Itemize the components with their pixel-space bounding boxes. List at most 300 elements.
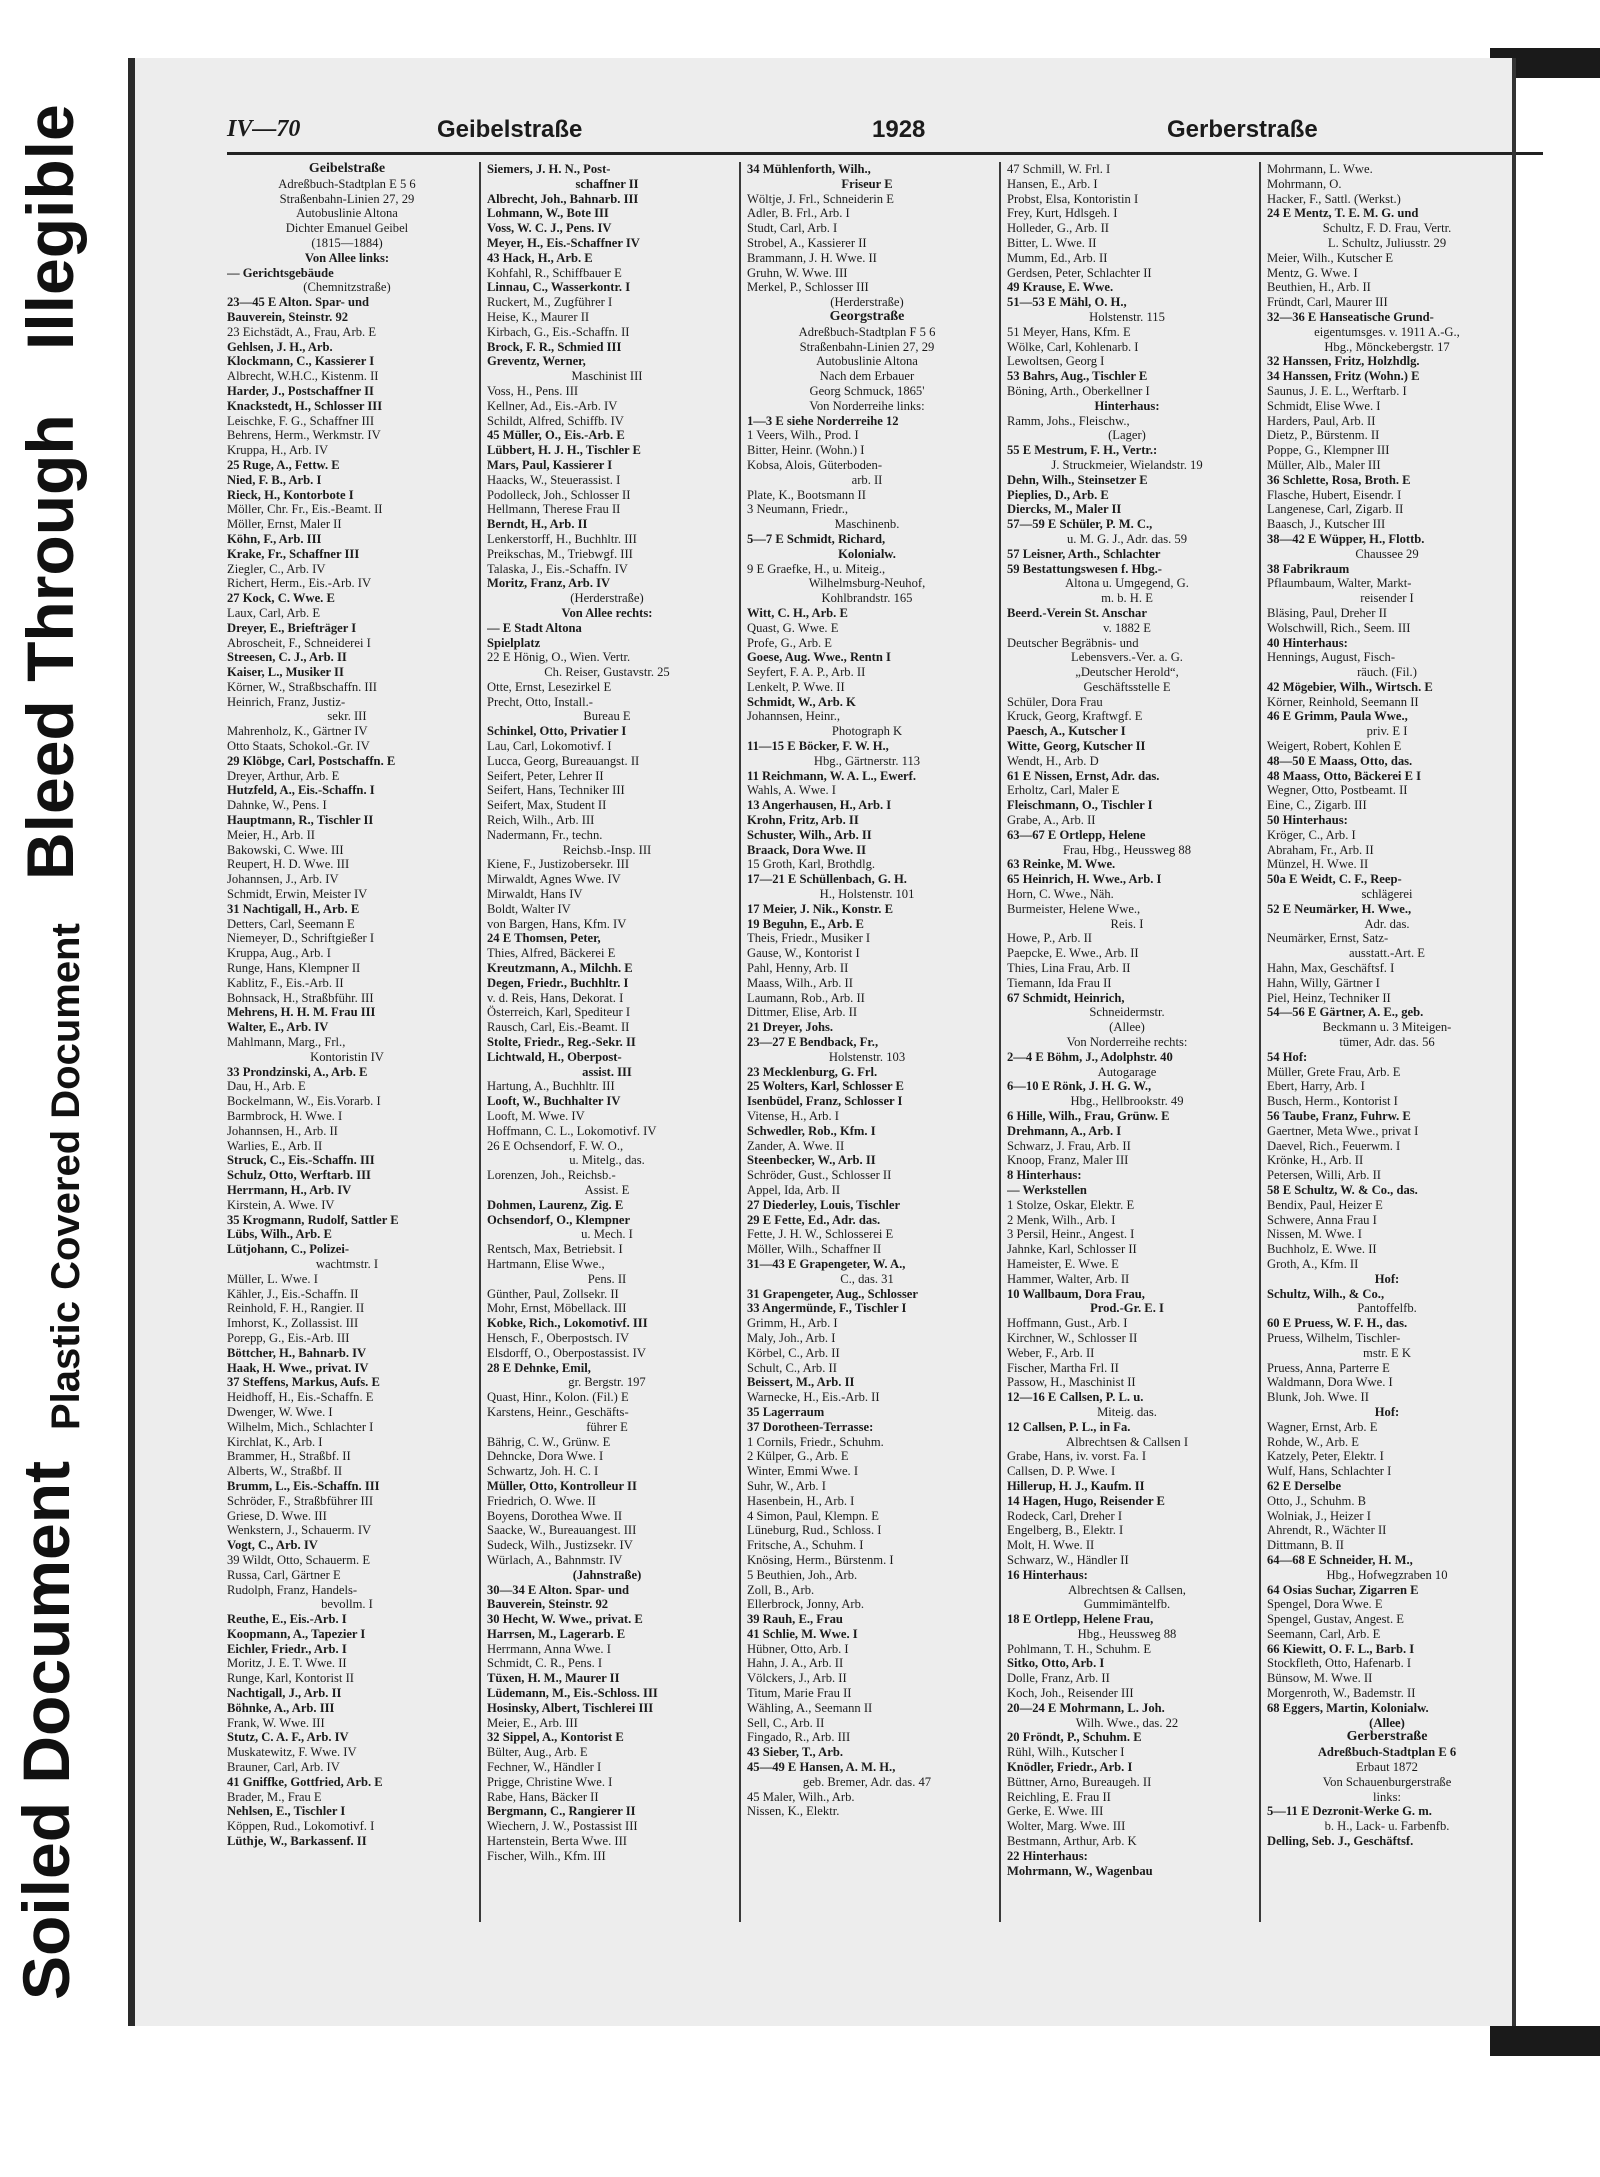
- directory-entry: 52 E Neumärker, H. Wwe.,: [1267, 901, 1412, 916]
- directory-entry: 48 Maass, Otto, Bäckerei E I: [1267, 768, 1422, 783]
- directory-entry: Pens. II: [587, 1271, 627, 1286]
- directory-entry: Streesen, C. J., Arb. II: [227, 650, 347, 665]
- directory-entry: Wilhelmsburg-Neuhof,: [808, 576, 926, 591]
- directory-entry: Beissert, M., Arb. II: [747, 1375, 855, 1390]
- directory-entry: Hartenstein, Berta Wwe. III: [487, 1834, 627, 1849]
- directory-entry: Merkel, P., Schlosser III: [747, 280, 869, 295]
- column-divider: [999, 162, 1001, 1922]
- directory-entry: Busch, Herm., Kontorist I: [1267, 1094, 1398, 1109]
- directory-entry: u. Mech. I: [581, 1227, 633, 1242]
- directory-entry: Mirwaldt, Agnes Wwe. IV: [487, 872, 621, 887]
- directory-entry: Hbg., Hofwegzraben 10: [1326, 1567, 1448, 1582]
- directory-entry: Schinkel, Otto, Privatier I: [487, 724, 627, 739]
- directory-entry: Lenkerstorff, H., Buchhltr. III: [487, 531, 637, 546]
- directory-entry: 54—56 E Gärtner, A. E., geb.: [1267, 1005, 1424, 1020]
- directory-entry: Pflaumbaum, Walter, Markt-: [1267, 576, 1412, 591]
- directory-entry: Hinterhaus:: [1094, 398, 1160, 413]
- directory-entry: 64 Osias Suchar, Zigarren E: [1267, 1582, 1419, 1597]
- column-divider: [739, 162, 741, 1922]
- directory-entry: von Bargen, Hans, Kfm. IV: [487, 916, 627, 931]
- directory-entry: Voss, W. C. J., Pens. IV: [487, 221, 612, 236]
- directory-entry: Hutzfeld, A., Eis.-Schaffn. I: [227, 783, 375, 798]
- directory-entry: Schmidt, Erwin, Meister IV: [227, 887, 368, 902]
- directory-entry: 51—53 E Mähl, O. H.,: [1007, 295, 1127, 310]
- directory-entry: 20—24 E Mohrmann, L. Joh.: [1007, 1700, 1165, 1715]
- directory-entry: 43 Sieber, T., Arb.: [747, 1745, 843, 1760]
- directory-entry: 64—68 E Schneider, H. M.,: [1267, 1552, 1413, 1567]
- directory-entry: Linnau, C., Wasserkontr. I: [487, 280, 631, 295]
- directory-entry: Studt, Carl, Arb. I: [747, 221, 838, 236]
- label-illegible: Illegible: [13, 104, 87, 350]
- directory-entry: Thies, Alfred, Bäckerei E: [487, 946, 616, 961]
- directory-entry: Rabe, Hans, Bäcker II: [487, 1789, 599, 1804]
- directory-entry: Laumann, Rob., Arb. II: [747, 990, 865, 1005]
- directory-entry: Hacker, F., Sattl. (Werkst.): [1267, 191, 1401, 206]
- directory-entry: Lucca, Georg, Bureauangst. II: [487, 753, 640, 768]
- directory-entry: Reuthe, E., Eis.-Arb. I: [227, 1612, 347, 1627]
- directory-entry: Ch. Reiser, Gustavstr. 25: [544, 665, 670, 680]
- directory-entry: Körbel, C., Arb. II: [747, 1345, 840, 1360]
- directory-entry: Holstenstr. 115: [1089, 309, 1165, 324]
- directory-entry: Hauptmann, R., Tischler II: [227, 813, 374, 828]
- directory-entry: Zoll, B., Arb.: [747, 1582, 815, 1597]
- directory-entry: Albrecht, W.H.C., Kistenm. II: [227, 369, 379, 384]
- directory-entry: Reinhold, F. H., Rangier. II: [227, 1301, 365, 1316]
- directory-entry: Bakowski, C. Wwe. III: [227, 842, 344, 857]
- directory-column-4: [1007, 162, 1247, 1922]
- directory-entry: Looft, W., Buchhalter IV: [487, 1094, 621, 1109]
- label-strip: [0, 0, 118, 2080]
- directory-entry: Mohr, Ernst, Möbellack. III: [487, 1301, 627, 1316]
- directory-entry: Von Norderreihe links:: [809, 398, 925, 413]
- directory-entry: 45—49 E Hansen, A. M. H.,: [747, 1760, 896, 1775]
- directory-entry: reisender I: [1360, 591, 1414, 606]
- directory-entry: Richert, Herm., Eis.-Arb. IV: [227, 576, 372, 591]
- directory-entry: Siemers, J. H. N., Post-: [487, 162, 611, 176]
- directory-entry: (1815—1884): [311, 235, 383, 250]
- directory-entry: Möller, Ernst, Maler II: [227, 517, 342, 532]
- directory-entry: Greventz, Werner,: [487, 354, 586, 369]
- directory-entry: Ebert, Harry, Arb. I: [1267, 1079, 1365, 1094]
- directory-entry: Tüxen, H. M., Maurer II: [487, 1671, 620, 1686]
- directory-entry: Isenbüdel, Franz, Schlosser I: [747, 1094, 903, 1109]
- directory-entry: 49 Krause, E. Wwe.: [1007, 280, 1114, 295]
- directory-entry: Müller, Otto, Kontrolleur II: [487, 1478, 637, 1493]
- directory-entry: Probst, Elsa, Kontoristin I: [1007, 191, 1139, 206]
- directory-entry: Hartung, A., Buchhltr. III: [487, 1079, 615, 1094]
- directory-entry: Hansen, E., Arb. I: [1007, 176, 1098, 191]
- directory-entry: Ochsendorf, O., Klempner: [487, 1212, 631, 1227]
- directory-entry: Möller, Wilh., Schaffner II: [747, 1242, 882, 1257]
- directory-entry: Lütjohann, C., Polizei-: [227, 1242, 350, 1257]
- directory-entry: 24 E Mentz, T. E. M. G. und: [1267, 206, 1419, 221]
- directory-entry: Quast, G. Wwe. E: [747, 620, 839, 635]
- directory-entry: Hahn, Willy, Gärtner I: [1267, 975, 1380, 990]
- label-soiled-document: Soiled Document: [9, 1460, 83, 2000]
- directory-entry: 3 Neumann, Friedr.,: [747, 502, 849, 517]
- directory-entry: Callsen, D. P. Wwe. I: [1007, 1464, 1116, 1479]
- directory-entry: Schmidt, Elise Wwe. I: [1267, 398, 1381, 413]
- directory-entry: Haak, H. Wwe., privat. IV: [227, 1360, 369, 1375]
- directory-entry: 22 Hinterhaus:: [1007, 1848, 1088, 1863]
- directory-entry: Baasch, J., Kutscher III: [1267, 517, 1386, 532]
- directory-entry: Holleder, G., Arb. II: [1007, 221, 1109, 236]
- directory-entry: Bitter, L. Wwe. II: [1007, 235, 1097, 250]
- directory-entry: Wilh. Wwe., das. 22: [1075, 1715, 1179, 1730]
- directory-entry: 28 E Dehnke, Emil,: [487, 1360, 591, 1375]
- directory-entry: 47 Schmill, W. Frl. I: [1007, 162, 1111, 176]
- directory-entry: Kablitz, F., Eis.-Arb. II: [227, 975, 344, 990]
- page-right-edge: [1512, 58, 1516, 2026]
- directory-entry: Knödler, Friedr., Arb. I: [1007, 1760, 1133, 1775]
- directory-entry: schaffner II: [575, 176, 639, 191]
- directory-entry: Heinrich, Franz, Justiz-: [227, 694, 346, 709]
- directory-entry: Diercks, M., Maler II: [1007, 502, 1122, 517]
- directory-entry: Friseur E: [841, 176, 893, 191]
- directory-entry: Schmidt, W., Arb. K: [747, 694, 856, 709]
- directory-entry: Stutz, C. A. F., Arb. IV: [227, 1730, 349, 1745]
- directory-entry: Frank, W. Wwe. III: [227, 1715, 325, 1730]
- directory-entry: Kobke, Rich., Lokomotivf. III: [487, 1316, 648, 1331]
- directory-entry: Walter, E., Arb. IV: [227, 1020, 329, 1035]
- column-divider: [1259, 162, 1261, 1922]
- directory-entry: 61 E Nissen, Ernst, Adr. das.: [1007, 768, 1160, 783]
- directory-entry: Lau, Carl, Lokomotivf. I: [487, 739, 612, 754]
- directory-entry: Bährig, C. W., Grünw. E: [487, 1434, 611, 1449]
- directory-entry: Rohde, W., Arb. E: [1267, 1434, 1360, 1449]
- directory-entry: Böttcher, H., Bahnarb. IV: [227, 1345, 367, 1360]
- directory-entry: 18 E Ortlepp, Helene Frau,: [1007, 1612, 1154, 1627]
- directory-entry: Hahn, J. A., Arb. II: [747, 1656, 844, 1671]
- directory-entry: 11 Reichmann, W. A. L., Ewerf.: [747, 768, 916, 783]
- directory-entry: Saunus, J. E. L., Werftarb. I: [1267, 383, 1407, 398]
- directory-entry: Barmbrock, H. Wwe. I: [227, 1109, 343, 1123]
- directory-entry: Klockmann, C., Kassierer I: [227, 354, 375, 369]
- directory-entry: 26 E Ochsendorf, F. W. O.,: [487, 1138, 624, 1153]
- directory-entry: Paepcke, E. Wwe., Arb. II: [1007, 946, 1139, 961]
- directory-entry: Nehlsen, E., Tischler I: [227, 1804, 346, 1819]
- directory-entry: Koopmann, A., Tapezier I: [227, 1626, 366, 1641]
- directory-entry: Nach dem Erbauer: [819, 369, 915, 384]
- directory-entry: 1 Stolze, Oskar, Elektr. E: [1007, 1197, 1135, 1212]
- directory-entry: Straßenbahn-Linien 27, 29: [279, 191, 415, 206]
- directory-entry: Lorenzen, Joh., Reichsb.-: [487, 1168, 616, 1183]
- directory-entry: Herrmann, Anna Wwe. I: [487, 1641, 611, 1656]
- directory-entry: Paesch, A., Kutscher I: [1007, 724, 1126, 739]
- directory-entry: Böning, Arth., Oberkellner I: [1007, 383, 1150, 398]
- directory-entry: Mentz, G. Wwe. I: [1267, 265, 1358, 280]
- directory-entry: 2 Külper, G., Arb. E: [747, 1449, 849, 1464]
- directory-entry: Dahnke, W., Pens. I: [227, 798, 327, 813]
- directory-entry: Morgenroth, W., Bademstr. II: [1267, 1686, 1416, 1701]
- directory-entry: Porepp, G., Eis.-Arb. III: [227, 1330, 350, 1345]
- directory-entry: Bülter, Aug., Arb. E: [487, 1745, 588, 1760]
- directory-entry: — E Stadt Altona: [487, 620, 582, 635]
- directory-entry: Hellmann, Therese Frau II: [487, 502, 621, 517]
- directory-entry: Flasche, Hubert, Eisendr. I: [1267, 487, 1402, 502]
- directory-entry: Boldt, Walter IV: [487, 901, 571, 916]
- directory-entry: Bauverein, Steinstr. 92: [227, 309, 349, 324]
- directory-entry: m. b. H. E: [1101, 591, 1153, 606]
- header-rule: [227, 152, 1543, 155]
- directory-entry: Behrens, Herm., Werkmstr. IV: [227, 428, 381, 443]
- directory-entry: Kirstein, A. Wwe. IV: [227, 1197, 335, 1212]
- directory-entry: Griese, D. Wwe. III: [227, 1508, 327, 1523]
- directory-entry: Hoffmann, Gust., Arb. I: [1007, 1316, 1128, 1331]
- directory-entry: Grabe, A., Arb. II: [1007, 813, 1096, 828]
- directory-entry: Brammann, J. H. Wwe. II: [747, 250, 877, 265]
- directory-entry: Ahrendt, R., Wächter II: [1267, 1523, 1387, 1538]
- directory-entry: Kruck, Georg, Kraftwgf. E: [1007, 709, 1143, 724]
- directory-entry: Brock, F. R., Schmied III: [487, 339, 622, 354]
- directory-entry: 63 Reinke, M. Wwe.: [1007, 857, 1116, 872]
- directory-entry: b. H., Lack- u. Farbenfb.: [1324, 1819, 1450, 1834]
- directory-entry: Brammer, H., Straßbf. II: [227, 1449, 351, 1464]
- directory-entry: Johannsen, J., Arb. IV: [227, 872, 339, 887]
- directory-entry: Reupert, H. D. Wwe. III: [227, 857, 350, 872]
- directory-entry: 15 Groth, Karl, Brothdlg.: [747, 857, 876, 872]
- directory-entry: Groth, A., Kfm. II: [1267, 1256, 1359, 1271]
- directory-entry: Voss, H., Pens. III: [487, 383, 579, 398]
- directory-entry: Gehlsen, J. H., Arb.: [227, 339, 333, 354]
- directory-entry: Günther, Paul, Zollsekr. II: [487, 1286, 619, 1301]
- directory-entry: Kruppa, H., Arb. IV: [227, 443, 329, 458]
- directory-entry: 31 Grapengeter, Aug., Schlosser: [747, 1286, 918, 1301]
- directory-entry: Mahrenholz, K., Gärtner IV: [227, 724, 368, 739]
- directory-entry: 39 Rauh, E., Frau: [747, 1612, 843, 1627]
- directory-entry: Horn, C. Wwe., Näh.: [1007, 887, 1114, 902]
- directory-entry: Hbg., Gärtnerstr. 113: [813, 753, 921, 768]
- directory-entry: gr. Bergstr. 197: [568, 1375, 646, 1390]
- directory-entry: 2 Menk, Wilh., Arb. I: [1007, 1212, 1116, 1227]
- directory-entry: Imhorst, K., Zollassist. III: [227, 1316, 359, 1331]
- directory-entry: Leischke, F. G., Schaffner III: [227, 413, 375, 428]
- directory-entry: 50a E Weidt, C. F., Reep-: [1267, 872, 1402, 887]
- directory-entry: Struck, C., Eis.-Schaffn. III: [227, 1153, 375, 1168]
- directory-entry: 59 Bestattungswesen f. Hbg.-: [1007, 561, 1162, 576]
- directory-entry: Precht, Otto, Install.-: [487, 694, 593, 709]
- directory-entry: 23—27 E Bendback, Fr.,: [747, 1035, 879, 1050]
- street-heading: Geibelstraße: [308, 162, 386, 176]
- directory-entry: 27 Diederley, Louis, Tischler: [747, 1197, 901, 1212]
- directory-entry: (Jahnstraße): [572, 1567, 642, 1582]
- directory-entry: u. Mitelg., das.: [569, 1153, 645, 1168]
- directory-entry: Langenese, Carl, Zigarb. II: [1267, 502, 1404, 517]
- directory-entry: Kellner, Ad., Eis.-Arb. IV: [487, 398, 618, 413]
- directory-entry: Deutscher Begräbnis- und: [1007, 635, 1139, 650]
- directory-entry: Fischer, Wilh., Kfm. III: [487, 1848, 606, 1863]
- directory-entry: 22 E Hönig, O., Wien. Vertr.: [487, 650, 631, 665]
- directory-entry: Friedrich, O. Wwe. II: [487, 1493, 596, 1508]
- directory-entry: Seifert, Peter, Lehrer II: [487, 768, 604, 783]
- directory-entry: 55 E Mestrum, F. H., Vertr.:: [1007, 443, 1158, 458]
- directory-entry: Wähling, A., Seemann II: [747, 1700, 873, 1715]
- directory-entry: bevollm. I: [321, 1597, 373, 1612]
- directory-entry: Grabe, Hans, iv. vorst. Fa. I: [1007, 1449, 1147, 1464]
- directory-entry: Pantoffelfb.: [1357, 1301, 1417, 1316]
- directory-entry: tümer, Adr. das. 56: [1339, 1035, 1435, 1050]
- directory-entry: Thies, Lina Frau, Arb. II: [1007, 961, 1131, 976]
- directory-entry: (Chemnitzstraße): [303, 280, 391, 295]
- directory-entry: (Lager): [1108, 428, 1146, 443]
- directory-entry: Von Schauenburgerstraße: [1322, 1774, 1452, 1789]
- directory-entry: Katzely, Peter, Elektr. I: [1267, 1449, 1384, 1464]
- directory-entry: Suhr, W., Arb. I: [747, 1478, 826, 1493]
- directory-entry: 11—15 E Böcker, F. W. H.,: [747, 739, 889, 754]
- directory-entry: Lohmann, W., Bote III: [487, 206, 609, 221]
- directory-entry: Herrmann, H., Arb. IV: [227, 1182, 352, 1197]
- directory-entry: Bohnsack, H., Straßbführ. III: [227, 990, 374, 1005]
- header-left-street: Geibelstraße: [437, 116, 583, 143]
- directory-entry: räuch. (Fil.): [1357, 665, 1417, 680]
- directory-entry: Miteig. das.: [1097, 1404, 1157, 1419]
- directory-entry: 19 Beguhn, E., Arb. E: [747, 916, 864, 931]
- directory-entry: 5—7 E Schmidt, Richard,: [747, 531, 886, 546]
- directory-column-1: [227, 162, 467, 1922]
- directory-entry: Lüneburg, Rud., Schloss. I: [747, 1523, 882, 1538]
- directory-entry: sekr. III: [327, 709, 367, 724]
- directory-entry: Georg Schmuck, 1865': [809, 383, 925, 398]
- directory-entry: 51 Meyer, Hans, Kfm. E: [1007, 324, 1131, 339]
- directory-entry: Autobuslinie Altona: [296, 206, 398, 221]
- directory-entry: Wegner, Otto, Postbeamt. II: [1267, 783, 1408, 798]
- directory-entry: Bureau E: [583, 709, 631, 724]
- scanned-page: [128, 58, 1515, 2026]
- directory-entry: Schwedler, Rob., Kfm. I: [747, 1123, 876, 1138]
- directory-entry: Dietz, P., Bürstenm. II: [1267, 428, 1380, 443]
- directory-entry: Kobsa, Alois, Güterboden-: [747, 457, 883, 472]
- directory-entry: Dolle, Franz, Arb. II: [1007, 1671, 1110, 1686]
- directory-entry: Albrecht, Joh., Bahnarb. III: [487, 191, 639, 206]
- directory-entry: Sell, C., Arb. II: [747, 1715, 825, 1730]
- directory-entry: Blunk, Joh. Wwe. II: [1267, 1390, 1369, 1405]
- directory-entry: Kontoristin IV: [310, 1049, 384, 1064]
- directory-entry: Knackstedt, H., Schlosser III: [227, 398, 383, 413]
- directory-entry: Schwere, Anna Frau I: [1267, 1212, 1377, 1227]
- directory-entry: 58 E Schultz, W. & Co., das.: [1267, 1182, 1418, 1197]
- directory-entry: Hensch, F., Oberpostsch. IV: [487, 1330, 630, 1345]
- directory-entry: Daevel, Rich., Feuerwm. I: [1267, 1138, 1401, 1153]
- directory-entry: Rühl, Wilh., Kutscher I: [1007, 1745, 1125, 1760]
- directory-entry: Bläsing, Paul, Dreher II: [1267, 605, 1387, 620]
- directory-entry: Wilhelm, Mich., Schlachter I: [227, 1419, 374, 1434]
- directory-entry: 9 E Graefke, H., u. Miteig.,: [747, 561, 886, 576]
- directory-entry: Köppen, Rud., Lokomotivf. I: [227, 1819, 375, 1834]
- directory-entry: Rentsch, Max, Betriebsit. I: [487, 1242, 623, 1257]
- directory-entry: Winter, Emmi Wwe. I: [747, 1464, 859, 1479]
- directory-entry: Weigert, Robert, Kohlen E: [1267, 739, 1402, 754]
- directory-entry: Drehmann, A., Arb. I: [1007, 1123, 1122, 1138]
- directory-entry: 65 Heinrich, H. Wwe., Arb. I: [1007, 872, 1162, 887]
- directory-entry: Gummimäntelfb.: [1083, 1597, 1171, 1612]
- directory-entry: 60 E Pruess, W. F. H., das.: [1267, 1316, 1408, 1331]
- directory-entry: 2—4 E Böhm, J., Adolphstr. 40: [1007, 1049, 1173, 1064]
- directory-entry: Nadermann, Fr., techn.: [487, 827, 603, 842]
- directory-entry: Schulz, Otto, Werftarb. III: [227, 1168, 371, 1183]
- directory-entry: 48—50 E Maass, Otto, das.: [1267, 753, 1413, 768]
- directory-entry: Stolte, Friedr., Reg.-Sekr. II: [487, 1035, 636, 1050]
- directory-entry: Pruess, Anna, Parterre E: [1267, 1360, 1390, 1375]
- directory-entry: Bauverein, Steinstr. 92: [487, 1597, 609, 1612]
- directory-entry: 41 Schlie, M. Wwe. I: [747, 1626, 858, 1641]
- directory-entry: 29 E Fette, Ed., Adr. das.: [747, 1212, 881, 1227]
- directory-entry: 10 Wallbaum, Dora Frau,: [1007, 1286, 1145, 1301]
- directory-entry: Bünsow, M. Wwe. II: [1267, 1671, 1373, 1686]
- directory-entry: (Herderstraße): [830, 295, 904, 310]
- directory-entry: 46 E Grimm, Paula Wwe.,: [1267, 709, 1408, 724]
- directory-entry: Rudolph, Franz, Handels-: [227, 1582, 358, 1597]
- directory-entry: Nachtigall, J., Arb. II: [227, 1686, 342, 1701]
- directory-entry: 5—11 E Dezronit-Werke G. m.: [1267, 1804, 1432, 1819]
- directory-entry: Adreßbuch-Stadtplan F 5 6: [798, 324, 936, 339]
- directory-entry: Kähler, J., Eis.-Schaffn. II: [227, 1286, 359, 1301]
- directory-entry: Photograph K: [831, 724, 903, 739]
- directory-entry: Müller, L. Wwe. I: [227, 1271, 318, 1286]
- directory-entry: Delling, Seb. J., Geschäftsf.: [1267, 1834, 1414, 1849]
- directory-entry: Mahlmann, Marg., Frl.,: [227, 1035, 346, 1050]
- directory-entry: Lüthje, W., Barkassenf. II: [227, 1834, 367, 1849]
- directory-entry: 23 Eichstädt, A., Frau, Arb. E: [227, 324, 377, 339]
- directory-entry: Brauner, Carl, Arb. IV: [227, 1760, 340, 1775]
- directory-entry: Howe, P., Arb. II: [1007, 931, 1093, 946]
- header-year: 1928: [872, 116, 926, 143]
- directory-entry: Steenbecker, W., Arb. II: [747, 1153, 876, 1168]
- directory-entry: Hoffmann, C. L., Lokomotivf. IV: [487, 1123, 657, 1138]
- directory-entry: H., Holstenstr. 101: [819, 887, 915, 902]
- directory-entry: 31 Nachtigall, H., Arb. E: [227, 901, 360, 916]
- directory-entry: 16 Hinterhaus:: [1007, 1567, 1088, 1582]
- directory-entry: Appel, Ida, Arb. II: [747, 1182, 841, 1197]
- directory-entry: Poppe, G., Klempner III: [1267, 443, 1390, 458]
- directory-column-2: [487, 162, 727, 1922]
- directory-entry: Schmidt, C. R., Pens. I: [487, 1656, 603, 1671]
- directory-entry: Runge, Karl, Kontorist II: [227, 1671, 354, 1686]
- directory-entry: eigentumsges. v. 1911 A.-G.,: [1314, 324, 1460, 339]
- directory-entry: Seifert, Hans, Techniker III: [487, 783, 625, 798]
- directory-entry: Frau, Hbg., Heussweg 88: [1062, 842, 1192, 857]
- directory-entry: Meier, H., Arb. II: [227, 827, 315, 842]
- directory-entry: Hartmann, Elise Wwe.,: [487, 1256, 605, 1271]
- directory-entry: 17—21 E Schüllenbach, G. H.: [747, 872, 907, 887]
- directory-entry: Johannsen, Heinr.,: [747, 709, 841, 724]
- directory-entry: 40 Hinterhaus:: [1267, 635, 1348, 650]
- directory-entry: Chaussee 29: [1355, 546, 1419, 561]
- directory-entry: Autobuslinie Altona: [816, 354, 918, 369]
- directory-entry: u. M. G. J., Adr. das. 59: [1067, 531, 1187, 546]
- directory-entry: Kirbach, G., Eis.-Schaffn. II: [487, 324, 630, 339]
- directory-entry: Runge, Hans, Klempner II: [227, 961, 361, 976]
- directory-entry: Schildt, Alfred, Schiffb. IV: [487, 413, 624, 428]
- directory-entry: Körner, Reinhold, Seemann II: [1267, 694, 1419, 709]
- directory-entry: Ramm, Johs., Fleischw.,: [1007, 413, 1130, 428]
- directory-entry: Knoop, Franz, Maler III: [1007, 1153, 1129, 1168]
- directory-entry: Schwarz, W., Händler II: [1007, 1552, 1129, 1567]
- directory-entry: führer E: [586, 1419, 628, 1434]
- directory-entry: Harder, J., Postschaffner II: [227, 383, 374, 398]
- directory-entry: Preikschas, M., Triebwgf. III: [487, 546, 633, 561]
- directory-entry: L. Schultz, Juliusstr. 29: [1327, 235, 1447, 250]
- directory-entry: Von Allee links:: [304, 250, 390, 265]
- page-number: IV—70: [227, 116, 301, 142]
- directory-entry: Harders, Paul, Arb. II: [1267, 413, 1376, 428]
- directory-entry: Körner, W., Straßbschaffn. III: [227, 679, 377, 694]
- directory-entry: Petersen, Willi, Arb. II: [1267, 1168, 1381, 1183]
- directory-entry: Wolniak, J., Heizer I: [1267, 1508, 1371, 1523]
- directory-entry: (Allee): [1109, 1020, 1145, 1035]
- directory-entry: Müller, Alb., Maler III: [1267, 457, 1381, 472]
- directory-entry: J. Struckmeier, Wielandstr. 19: [1051, 457, 1203, 472]
- directory-entry: Gruhn, W. Wwe. III: [747, 265, 848, 280]
